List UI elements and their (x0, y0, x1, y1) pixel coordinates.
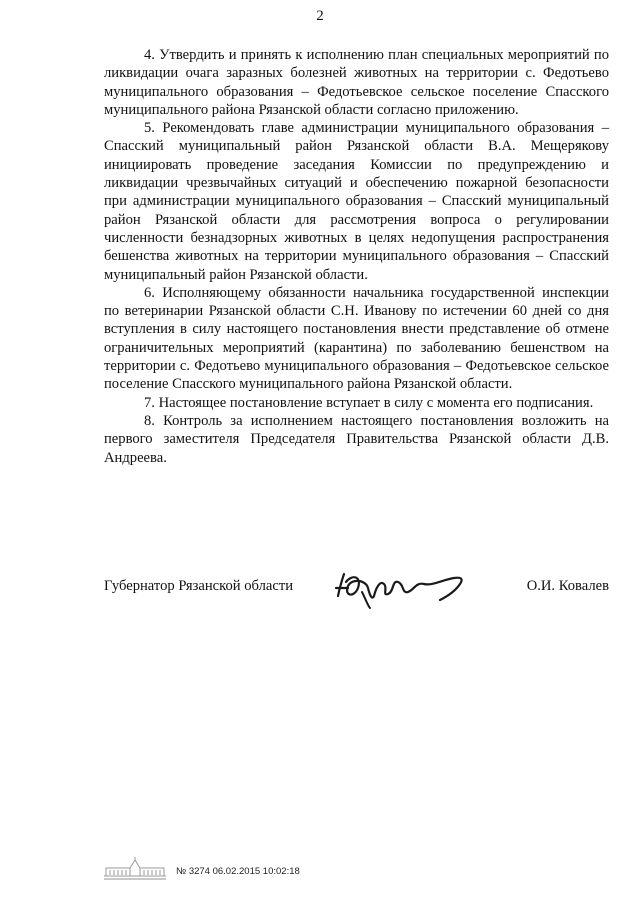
paragraph-6: 6. Исполняющему обязанности начальника государственной инспекции по ветеринарии Рязанской области С.Н. Иванову по истечении 60 дней со дня вступления в силу настоящего постановления внести представление об отмене ограничительных мероприятий (карантина) по заболеванию бешенством на территории с. Федотьево муниципального образования – Федотьевское сельское поселение Спасского муниципального района Рязанской области. (104, 284, 609, 393)
government-building-logo (100, 856, 170, 882)
page-number: 2 (316, 8, 324, 24)
paragraph-5: 5. Рекомендовать главе администрации муниципального образования – Спасский муниципальный район Рязанской области В.А. Мещерякову инициировать проведение заседания Комиссии по предупреждению и ликвидации чрезвычайных ситуаций и обеспечению пожарной безопасности при администрации муниципального образования – Спасский муниципальный район Рязанской области для рассмотрения вопроса о регулировании численности безнадзорных животных в целях недопущения распространения бешенства животных на территории муниципального образования – Спасский муниципальный район Рязанской области. (104, 120, 609, 283)
paragraph-8: 8. Контроль за исполнением настоящего постановления возложить на первого заместителя Председателя Правительства Рязанской области Д.В. Андреева. (104, 412, 609, 466)
handwritten-signature (332, 566, 472, 610)
signatory-name: О.И. Ковалев (526, 578, 609, 594)
document-body (104, 46, 609, 467)
signatory-title: Губернатор Рязанской области (104, 578, 294, 594)
paragraph-7: 7. Настоящее постановление вступает в силу с момента его подписания. (144, 394, 594, 411)
registration-number: № 3274 06.02.2015 10:02:18 (176, 866, 300, 877)
signature-block (104, 568, 609, 604)
footer (100, 856, 360, 886)
paragraph-4: 4. Утвердить и принять к исполнению план специальных мероприятий по ликвидации очага заразных болезней животных на территории с. Федотьево муниципального образования – Федотьевское сельское поселение Спасского муниципального района Рязанской области согласно приложению. (104, 47, 609, 118)
